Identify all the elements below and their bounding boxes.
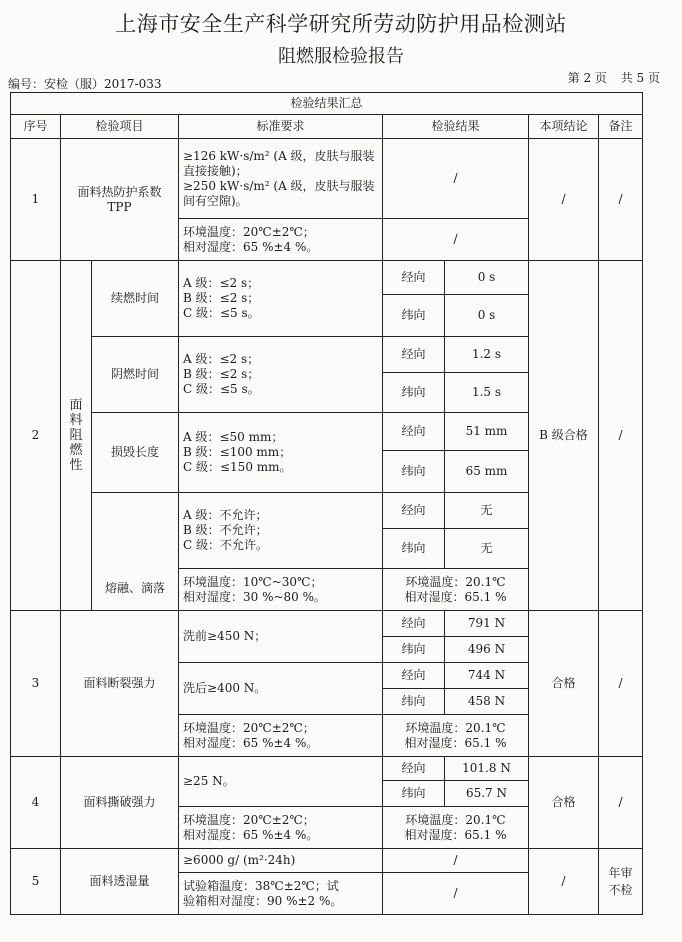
conclusion: B 级合格 (529, 261, 599, 611)
direction: 经向 (383, 493, 445, 529)
item-name: 面料断裂强力 (61, 611, 179, 757)
section-title: 检验结果汇总 (11, 93, 643, 115)
conclusion: / (529, 139, 599, 261)
remark: / (599, 611, 643, 757)
result-value: 51 mm (445, 413, 529, 451)
direction: 纬向 (383, 295, 445, 337)
environment-condition: 试验箱温度：38℃±2℃；试 验箱相对湿度：90 %±2 %。 (179, 873, 383, 915)
direction: 经向 (383, 413, 445, 451)
col-no: 序号 (11, 115, 61, 139)
header-row (11, 115, 643, 139)
result-value: 65.7 N (445, 781, 529, 807)
group-name: 面料阻燃性 (61, 261, 92, 611)
col-conclusion: 本项结论 (529, 115, 599, 139)
sub-item-name: 阴燃时间 (92, 337, 179, 413)
sub-item-name: 续燃时间 (92, 261, 179, 337)
conclusion: 合格 (529, 757, 599, 849)
standard-requirement: 洗前≥450 N； (179, 611, 383, 663)
result-value: 0 s (445, 295, 529, 337)
result-value: 无 (445, 529, 529, 569)
standard-requirement: ≥25 N。 (179, 757, 383, 807)
item-name: 面料撕破强力 (61, 757, 179, 849)
standard-requirement: A 级：不允许； B 级：不允许； C 级：不允许。 (179, 493, 383, 569)
environment-condition: 环境温度：20℃±2℃； 相对湿度：65 %±4 %。 (179, 219, 383, 261)
environment-result: / (383, 219, 529, 261)
result-value: 1.5 s (445, 373, 529, 413)
table-row (11, 611, 643, 637)
standard-requirement: ≥126 kW·s/m² (A 级，皮肤与服装直接接触)； ≥250 kW·s/m² (A 级，皮肤与服装间有空隙)。 (179, 139, 383, 219)
result-value: 744 N (445, 663, 529, 689)
environment-condition: 环境温度：20℃±2℃； 相对湿度：65 %±4 %。 (179, 807, 383, 849)
standard-requirement: A 级：≤50 mm； B 级：≤100 mm； C 级：≤150 mm。 (179, 413, 383, 493)
table-row (11, 261, 643, 295)
direction: 经向 (383, 337, 445, 373)
environment-result: 环境温度：20.1℃ 相对湿度：65.1 % (383, 569, 529, 611)
test-result: / (383, 849, 529, 873)
direction: 经向 (383, 663, 445, 689)
result-value: 101.8 N (445, 757, 529, 781)
result-value: 无 (445, 493, 529, 529)
remark: / (599, 757, 643, 849)
row-no: 1 (11, 139, 61, 261)
conclusion: 合格 (529, 611, 599, 757)
result-value: 791 N (445, 611, 529, 637)
standard-requirement: A 级：≤2 s； B 级：≤2 s； C 级：≤5 s。 (179, 337, 383, 413)
direction: 纬向 (383, 529, 445, 569)
direction: 纬向 (383, 373, 445, 413)
table-row (11, 849, 643, 873)
row-no: 4 (11, 757, 61, 849)
report-title: 阻燃服检验报告 (278, 46, 404, 67)
remark: / (599, 261, 643, 611)
test-result: / (383, 139, 529, 219)
result-value: 0 s (445, 261, 529, 295)
row-no: 5 (11, 849, 61, 915)
result-value: 458 N (445, 689, 529, 715)
remark: / (599, 139, 643, 261)
col-remark: 备注 (599, 115, 643, 139)
page-info (558, 69, 660, 86)
direction: 纬向 (383, 451, 445, 493)
direction: 经向 (383, 261, 445, 295)
environment-result: 环境温度：20.1℃ 相对湿度：65.1 % (383, 807, 529, 849)
environment-result: / (383, 873, 529, 915)
standard-requirement: ≥6000 g/ (m²·24h) (179, 849, 383, 873)
results-table (10, 92, 643, 915)
conclusion: / (529, 849, 599, 915)
item-name: 面料透湿量 (61, 849, 179, 915)
direction: 经向 (383, 611, 445, 637)
page-number: 第 2 页 (567, 71, 607, 85)
direction: 纬向 (383, 637, 445, 663)
remark: 年审不检 (599, 849, 643, 915)
page-total: 共 5 页 (620, 71, 660, 85)
col-result: 检验结果 (383, 115, 529, 139)
result-value: 1.2 s (445, 337, 529, 373)
result-value: 496 N (445, 637, 529, 663)
item-name: 面料热防护系数 TPP (61, 139, 179, 261)
table-row (11, 139, 643, 219)
standard-requirement: A 级：≤2 s； B 级：≤2 s； C 级：≤5 s。 (179, 261, 383, 337)
environment-condition: 环境温度：10℃~30℃； 相对湿度：30 %~80 %。 (179, 569, 383, 611)
result-value: 65 mm (445, 451, 529, 493)
direction: 经向 (383, 757, 445, 781)
row-no: 2 (11, 261, 61, 611)
sub-item-name: 熔融、滴落 (92, 493, 179, 611)
document-number: 编号：安检（服）2017-033 (8, 77, 162, 91)
col-standard: 标准要求 (179, 115, 383, 139)
direction: 纬向 (383, 781, 445, 807)
direction: 纬向 (383, 689, 445, 715)
institution-title: 上海市安全生产科学研究所劳动防护用品检测站 (115, 12, 567, 36)
environment-result: 环境温度：20.1℃ 相对湿度：65.1 % (383, 715, 529, 757)
standard-requirement: 洗后≥400 N。 (179, 663, 383, 715)
table-row (11, 757, 643, 781)
col-item: 检验项目 (61, 115, 179, 139)
row-no: 3 (11, 611, 61, 757)
environment-condition: 环境温度：20℃±2℃； 相对湿度：65 %±4 %。 (179, 715, 383, 757)
sub-item-name: 损毁长度 (92, 413, 179, 493)
